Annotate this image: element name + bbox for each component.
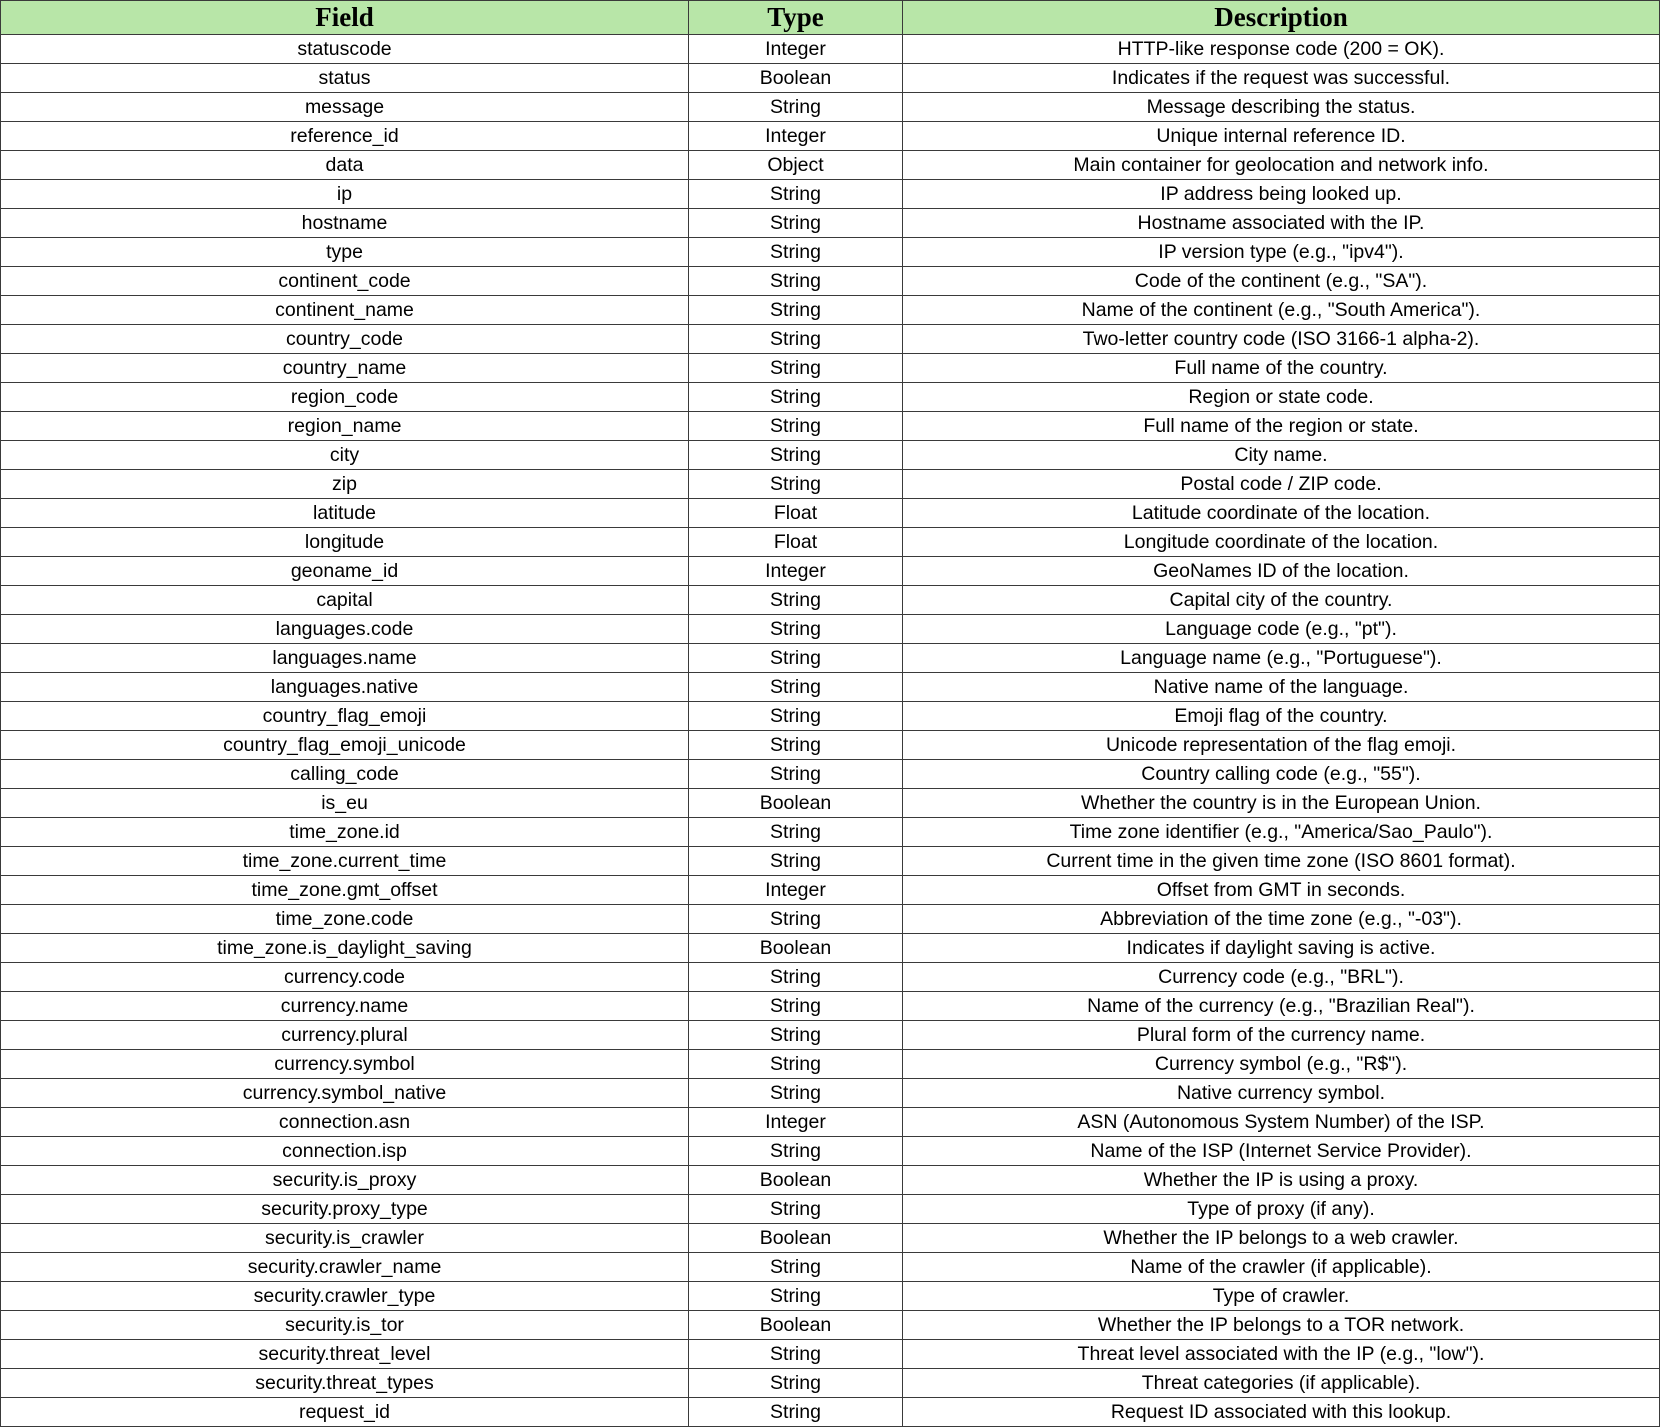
field-cell: zip: [1, 470, 689, 499]
field-cell: calling_code: [1, 760, 689, 789]
table-row: [1, 122, 1660, 151]
type-cell: Boolean: [689, 1166, 903, 1195]
type-cell: String: [689, 1369, 903, 1398]
description-cell: Two-letter country code (ISO 3166-1 alpha-2).: [903, 325, 1660, 354]
type-cell: Float: [689, 499, 903, 528]
field-cell: region_name: [1, 412, 689, 441]
table-row: [1, 354, 1660, 383]
description-cell: Whether the IP is using a proxy.: [903, 1166, 1660, 1195]
description-cell: Full name of the region or state.: [903, 412, 1660, 441]
description-cell: ASN (Autonomous System Number) of the ISP.: [903, 1108, 1660, 1137]
description-cell: Full name of the country.: [903, 354, 1660, 383]
table-row: [1, 209, 1660, 238]
description-cell: Unique internal reference ID.: [903, 122, 1660, 151]
field-cell: statuscode: [1, 35, 689, 64]
field-cell: security.is_tor: [1, 1311, 689, 1340]
table-row: [1, 296, 1660, 325]
description-cell: Type of proxy (if any).: [903, 1195, 1660, 1224]
description-cell: Country calling code (e.g., "55").: [903, 760, 1660, 789]
table-row: [1, 1340, 1660, 1369]
description-cell: Whether the IP belongs to a web crawler.: [903, 1224, 1660, 1253]
description-cell: Threat categories (if applicable).: [903, 1369, 1660, 1398]
header-row: [1, 1, 1660, 35]
description-cell: Unicode representation of the flag emoji.: [903, 731, 1660, 760]
description-cell: Name of the crawler (if applicable).: [903, 1253, 1660, 1282]
field-cell: country_flag_emoji_unicode: [1, 731, 689, 760]
description-cell: Postal code / ZIP code.: [903, 470, 1660, 499]
field-cell: currency.symbol_native: [1, 1079, 689, 1108]
table-row: [1, 1398, 1660, 1427]
table-row: [1, 238, 1660, 267]
description-cell: Hostname associated with the IP.: [903, 209, 1660, 238]
type-cell: String: [689, 296, 903, 325]
field-cell: country_name: [1, 354, 689, 383]
type-cell: String: [689, 586, 903, 615]
field-cell: status: [1, 64, 689, 93]
description-cell: Name of the currency (e.g., "Brazilian Real").: [903, 992, 1660, 1021]
type-cell: Integer: [689, 1108, 903, 1137]
type-cell: String: [689, 441, 903, 470]
header-field: Field: [1, 1, 689, 35]
type-cell: Integer: [689, 557, 903, 586]
table-row: [1, 1021, 1660, 1050]
description-cell: GeoNames ID of the location.: [903, 557, 1660, 586]
type-cell: String: [689, 963, 903, 992]
type-cell: Integer: [689, 876, 903, 905]
type-cell: String: [689, 354, 903, 383]
description-cell: Capital city of the country.: [903, 586, 1660, 615]
type-cell: Boolean: [689, 1311, 903, 1340]
description-cell: Whether the country is in the European Union.: [903, 789, 1660, 818]
field-cell: security.crawler_type: [1, 1282, 689, 1311]
description-cell: IP version type (e.g., "ipv4").: [903, 238, 1660, 267]
type-cell: String: [689, 1195, 903, 1224]
type-cell: String: [689, 1050, 903, 1079]
table-row: [1, 644, 1660, 673]
field-cell: security.is_crawler: [1, 1224, 689, 1253]
field-cell: security.threat_level: [1, 1340, 689, 1369]
table-row: [1, 151, 1660, 180]
field-cell: security.proxy_type: [1, 1195, 689, 1224]
table-row: [1, 1079, 1660, 1108]
table-row: [1, 789, 1660, 818]
description-cell: Message describing the status.: [903, 93, 1660, 122]
field-cell: type: [1, 238, 689, 267]
field-cell: currency.code: [1, 963, 689, 992]
field-cell: languages.code: [1, 615, 689, 644]
type-cell: String: [689, 470, 903, 499]
table-row: [1, 441, 1660, 470]
header-type: Type: [689, 1, 903, 35]
field-cell: time_zone.is_daylight_saving: [1, 934, 689, 963]
table-row: [1, 1282, 1660, 1311]
field-cell: time_zone.id: [1, 818, 689, 847]
table-header: [1, 1, 1660, 35]
type-cell: Integer: [689, 35, 903, 64]
type-cell: String: [689, 1398, 903, 1427]
description-cell: Abbreviation of the time zone (e.g., "-03").: [903, 905, 1660, 934]
table-row: [1, 586, 1660, 615]
type-cell: String: [689, 702, 903, 731]
field-cell: message: [1, 93, 689, 122]
table-row: [1, 1166, 1660, 1195]
field-cell: continent_code: [1, 267, 689, 296]
table-row: [1, 64, 1660, 93]
description-cell: City name.: [903, 441, 1660, 470]
table-row: [1, 470, 1660, 499]
type-cell: String: [689, 383, 903, 412]
table-row: [1, 963, 1660, 992]
description-cell: Request ID associated with this lookup.: [903, 1398, 1660, 1427]
table-row: [1, 702, 1660, 731]
field-cell: request_id: [1, 1398, 689, 1427]
type-cell: Object: [689, 151, 903, 180]
table-row: [1, 412, 1660, 441]
field-cell: connection.asn: [1, 1108, 689, 1137]
field-cell: country_code: [1, 325, 689, 354]
type-cell: String: [689, 93, 903, 122]
table-row: [1, 499, 1660, 528]
description-cell: Threat level associated with the IP (e.g., "low").: [903, 1340, 1660, 1369]
type-cell: String: [689, 209, 903, 238]
description-cell: Offset from GMT in seconds.: [903, 876, 1660, 905]
table-row: [1, 528, 1660, 557]
table-row: [1, 35, 1660, 64]
field-cell: geoname_id: [1, 557, 689, 586]
description-cell: Indicates if daylight saving is active.: [903, 934, 1660, 963]
field-cell: data: [1, 151, 689, 180]
description-cell: HTTP-like response code (200 = OK).: [903, 35, 1660, 64]
table-row: [1, 1050, 1660, 1079]
description-cell: Time zone identifier (e.g., "America/Sao_Paulo").: [903, 818, 1660, 847]
table-row: [1, 731, 1660, 760]
field-cell: longitude: [1, 528, 689, 557]
description-cell: Native name of the language.: [903, 673, 1660, 702]
type-cell: String: [689, 673, 903, 702]
type-cell: String: [689, 1253, 903, 1282]
table-row: [1, 1253, 1660, 1282]
type-cell: String: [689, 818, 903, 847]
table-row: [1, 383, 1660, 412]
type-cell: String: [689, 1021, 903, 1050]
description-cell: Currency symbol (e.g., "R$").: [903, 1050, 1660, 1079]
type-cell: String: [689, 412, 903, 441]
field-cell: country_flag_emoji: [1, 702, 689, 731]
description-cell: Whether the IP belongs to a TOR network.: [903, 1311, 1660, 1340]
type-cell: String: [689, 615, 903, 644]
table-row: [1, 1224, 1660, 1253]
description-cell: Latitude coordinate of the location.: [903, 499, 1660, 528]
table-row: [1, 673, 1660, 702]
description-cell: Current time in the given time zone (ISO 8601 format).: [903, 847, 1660, 876]
field-cell: languages.native: [1, 673, 689, 702]
description-cell: Region or state code.: [903, 383, 1660, 412]
header-description: Description: [903, 1, 1660, 35]
field-cell: latitude: [1, 499, 689, 528]
type-cell: String: [689, 905, 903, 934]
table-row: [1, 267, 1660, 296]
table-row: [1, 847, 1660, 876]
type-cell: String: [689, 1137, 903, 1166]
field-cell: reference_id: [1, 122, 689, 151]
field-cell: hostname: [1, 209, 689, 238]
description-cell: Indicates if the request was successful.: [903, 64, 1660, 93]
field-cell: currency.name: [1, 992, 689, 1021]
type-cell: Integer: [689, 122, 903, 151]
type-cell: String: [689, 180, 903, 209]
table-row: [1, 876, 1660, 905]
type-cell: Boolean: [689, 1224, 903, 1253]
field-cell: security.crawler_name: [1, 1253, 689, 1282]
type-cell: String: [689, 731, 903, 760]
table-row: [1, 1108, 1660, 1137]
field-cell: city: [1, 441, 689, 470]
type-cell: String: [689, 992, 903, 1021]
type-cell: String: [689, 238, 903, 267]
field-cell: time_zone.current_time: [1, 847, 689, 876]
description-cell: Emoji flag of the country.: [903, 702, 1660, 731]
type-cell: Boolean: [689, 64, 903, 93]
table-row: [1, 905, 1660, 934]
table-row: [1, 760, 1660, 789]
table-row: [1, 325, 1660, 354]
type-cell: String: [689, 644, 903, 673]
field-cell: capital: [1, 586, 689, 615]
description-cell: Main container for geolocation and network info.: [903, 151, 1660, 180]
description-cell: Language name (e.g., "Portuguese").: [903, 644, 1660, 673]
table-row: [1, 934, 1660, 963]
field-cell: currency.plural: [1, 1021, 689, 1050]
field-cell: currency.symbol: [1, 1050, 689, 1079]
field-cell: connection.isp: [1, 1137, 689, 1166]
type-cell: Boolean: [689, 789, 903, 818]
table-row: [1, 93, 1660, 122]
table-row: [1, 615, 1660, 644]
type-cell: String: [689, 325, 903, 354]
description-cell: IP address being looked up.: [903, 180, 1660, 209]
type-cell: String: [689, 847, 903, 876]
description-cell: Name of the continent (e.g., "South America").: [903, 296, 1660, 325]
field-cell: is_eu: [1, 789, 689, 818]
field-cell: time_zone.code: [1, 905, 689, 934]
type-cell: String: [689, 1340, 903, 1369]
table-row: [1, 1137, 1660, 1166]
field-cell: continent_name: [1, 296, 689, 325]
table-row: [1, 1195, 1660, 1224]
type-cell: String: [689, 267, 903, 296]
type-cell: Boolean: [689, 934, 903, 963]
field-cell: security.is_proxy: [1, 1166, 689, 1195]
description-cell: Type of crawler.: [903, 1282, 1660, 1311]
description-cell: Language code (e.g., "pt").: [903, 615, 1660, 644]
type-cell: String: [689, 1079, 903, 1108]
field-cell: time_zone.gmt_offset: [1, 876, 689, 905]
description-cell: Longitude coordinate of the location.: [903, 528, 1660, 557]
type-cell: Float: [689, 528, 903, 557]
field-cell: ip: [1, 180, 689, 209]
table-row: [1, 557, 1660, 586]
table-body: [1, 35, 1660, 1427]
type-cell: String: [689, 760, 903, 789]
description-cell: Plural form of the currency name.: [903, 1021, 1660, 1050]
table-row: [1, 180, 1660, 209]
description-cell: Currency code (e.g., "BRL").: [903, 963, 1660, 992]
field-cell: security.threat_types: [1, 1369, 689, 1398]
field-cell: region_code: [1, 383, 689, 412]
type-cell: String: [689, 1282, 903, 1311]
table-row: [1, 1311, 1660, 1340]
description-cell: Name of the ISP (Internet Service Provider).: [903, 1137, 1660, 1166]
description-cell: Code of the continent (e.g., "SA").: [903, 267, 1660, 296]
description-cell: Native currency symbol.: [903, 1079, 1660, 1108]
table-row: [1, 818, 1660, 847]
table-row: [1, 992, 1660, 1021]
table-row: [1, 1369, 1660, 1398]
field-cell: languages.name: [1, 644, 689, 673]
